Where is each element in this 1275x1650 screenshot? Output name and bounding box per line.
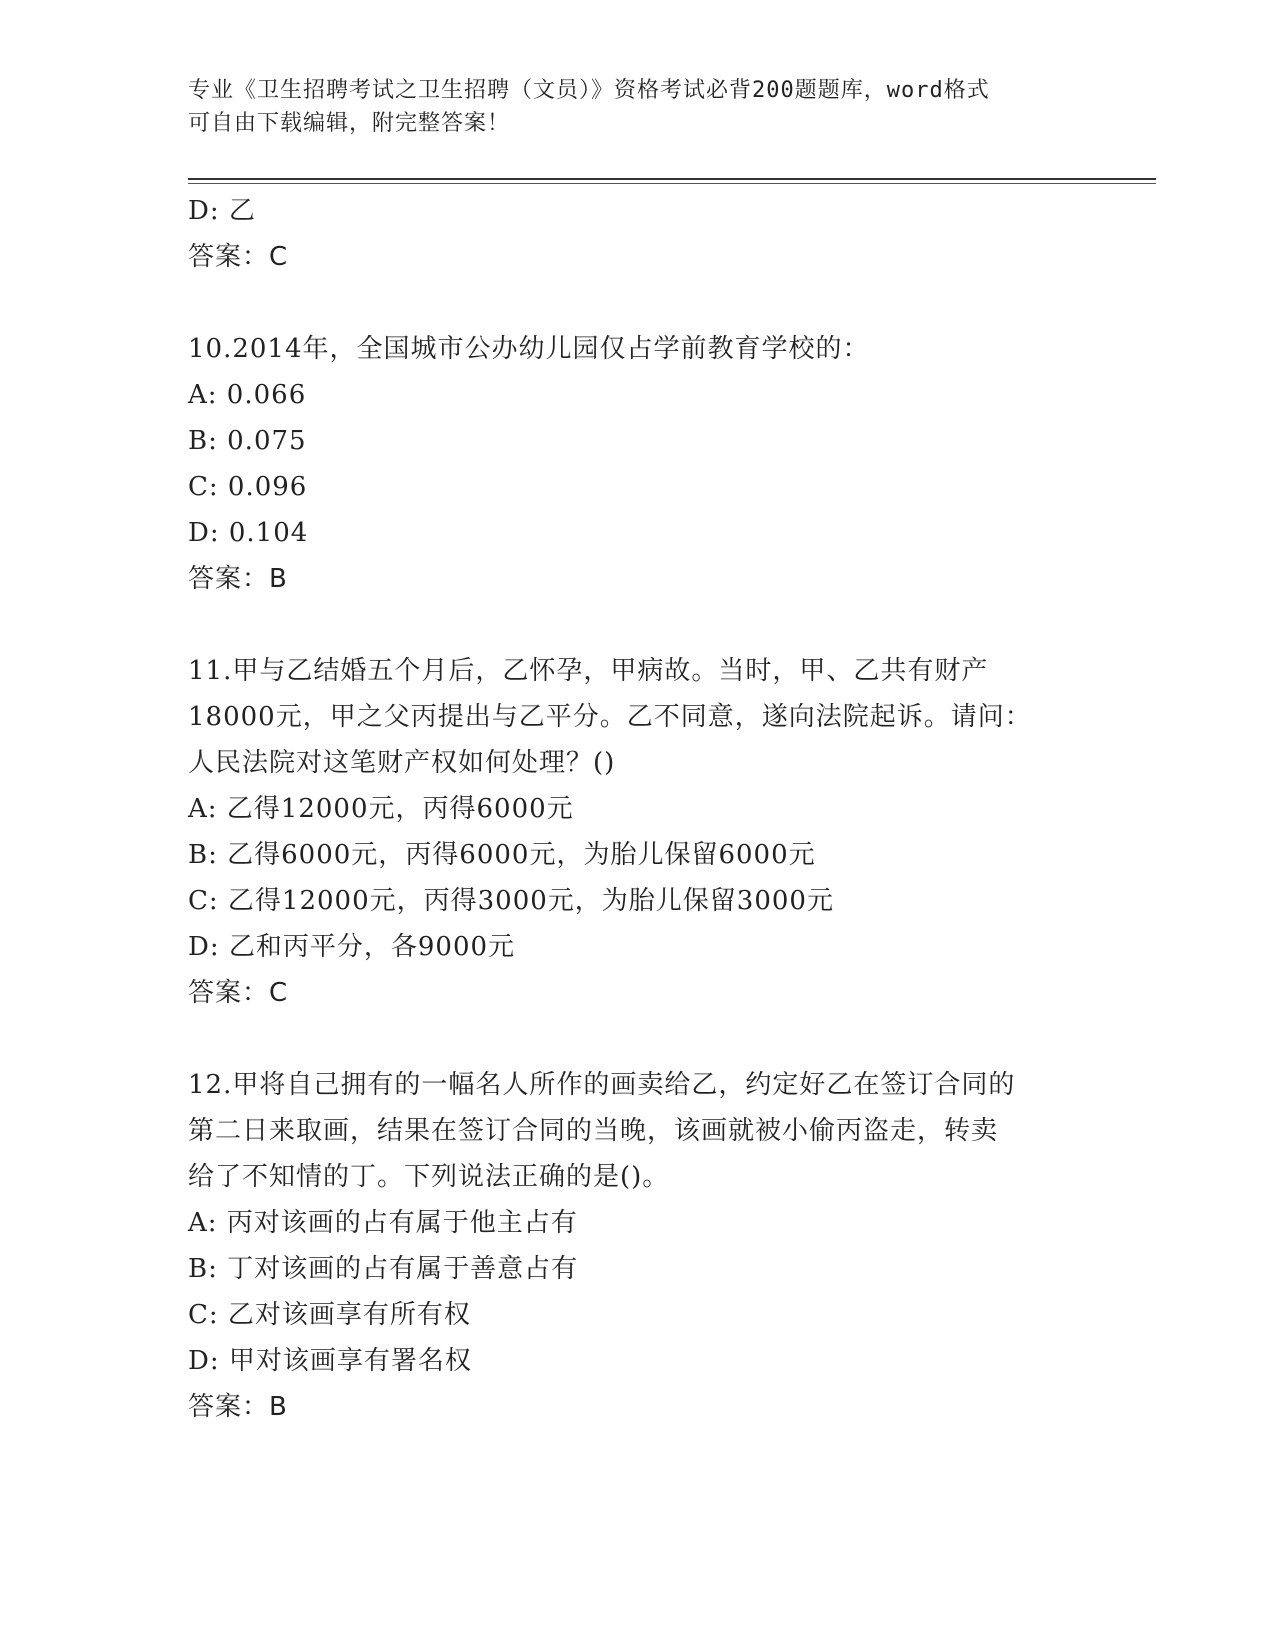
header-line-2: 可自由下载编辑，附完整答案！	[188, 111, 511, 136]
spacer	[188, 1016, 1088, 1062]
option-b: B: 0.075	[188, 426, 307, 456]
option-d: D: 甲对该画享有署名权	[188, 1346, 472, 1376]
continued-question	[188, 188, 1088, 280]
question-10	[188, 326, 1088, 602]
question-stem-line: 10.2014年，全国城市公办幼儿园仅占学前教育学校的：	[188, 334, 870, 364]
option-d: D: 0.104	[188, 518, 309, 548]
option-c: C: 0.096	[188, 472, 308, 502]
answer-line: 答案：C	[188, 978, 289, 1008]
document-header	[188, 74, 1068, 140]
header-divider-thick	[188, 178, 1156, 180]
question-stem-line: 第二日来取画，结果在签订合同的当晚，该画就被小偷丙盗走，转卖	[188, 1116, 999, 1146]
option-a: A: 丙对该画的占有属于他主占有	[188, 1208, 578, 1238]
answer-line: 答案：B	[188, 564, 288, 594]
option-c: C: 乙对该画享有所有权	[188, 1300, 471, 1330]
answer-line: 答案：B	[188, 1392, 288, 1422]
question-stem-line: 11.甲与乙结婚五个月后，乙怀孕，甲病故。当时，甲、乙共有财产	[188, 656, 989, 686]
option-d: D: 乙和丙平分，各9000元	[188, 932, 516, 962]
spacer	[188, 602, 1088, 648]
answer-line: 答案：C	[188, 242, 289, 272]
spacer	[188, 280, 1088, 326]
option-a: A: 0.066	[188, 380, 307, 410]
document-body	[188, 188, 1088, 1430]
option-d: D: 乙	[188, 196, 256, 226]
option-a: A: 乙得12000元，丙得6000元	[188, 794, 574, 824]
option-b: B: 丁对该画的占有属于善意占有	[188, 1254, 579, 1284]
question-stem-line: 人民法院对这笔财产权如何处理？()	[188, 748, 616, 778]
header-divider-thin	[188, 183, 1156, 184]
question-12	[188, 1062, 1088, 1430]
option-b: B: 乙得6000元，丙得6000元，为胎儿保留6000元	[188, 840, 816, 870]
header-line-1: 专业《卫生招聘考试之卫生招聘（文员）》资格考试必背200题题库，word格式	[188, 78, 990, 103]
question-stem-line: 12.甲将自己拥有的一幅名人所作的画卖给乙，约定好乙在签订合同的	[188, 1070, 1016, 1100]
question-stem-line: 18000元，甲之父丙提出与乙平分。乙不同意，遂向法院起诉。请问：	[188, 702, 1032, 732]
question-stem-line: 给了不知情的丁。下列说法正确的是()。	[188, 1162, 670, 1192]
question-11	[188, 648, 1088, 1016]
option-c: C: 乙得12000元，丙得3000元，为胎儿保留3000元	[188, 886, 834, 916]
